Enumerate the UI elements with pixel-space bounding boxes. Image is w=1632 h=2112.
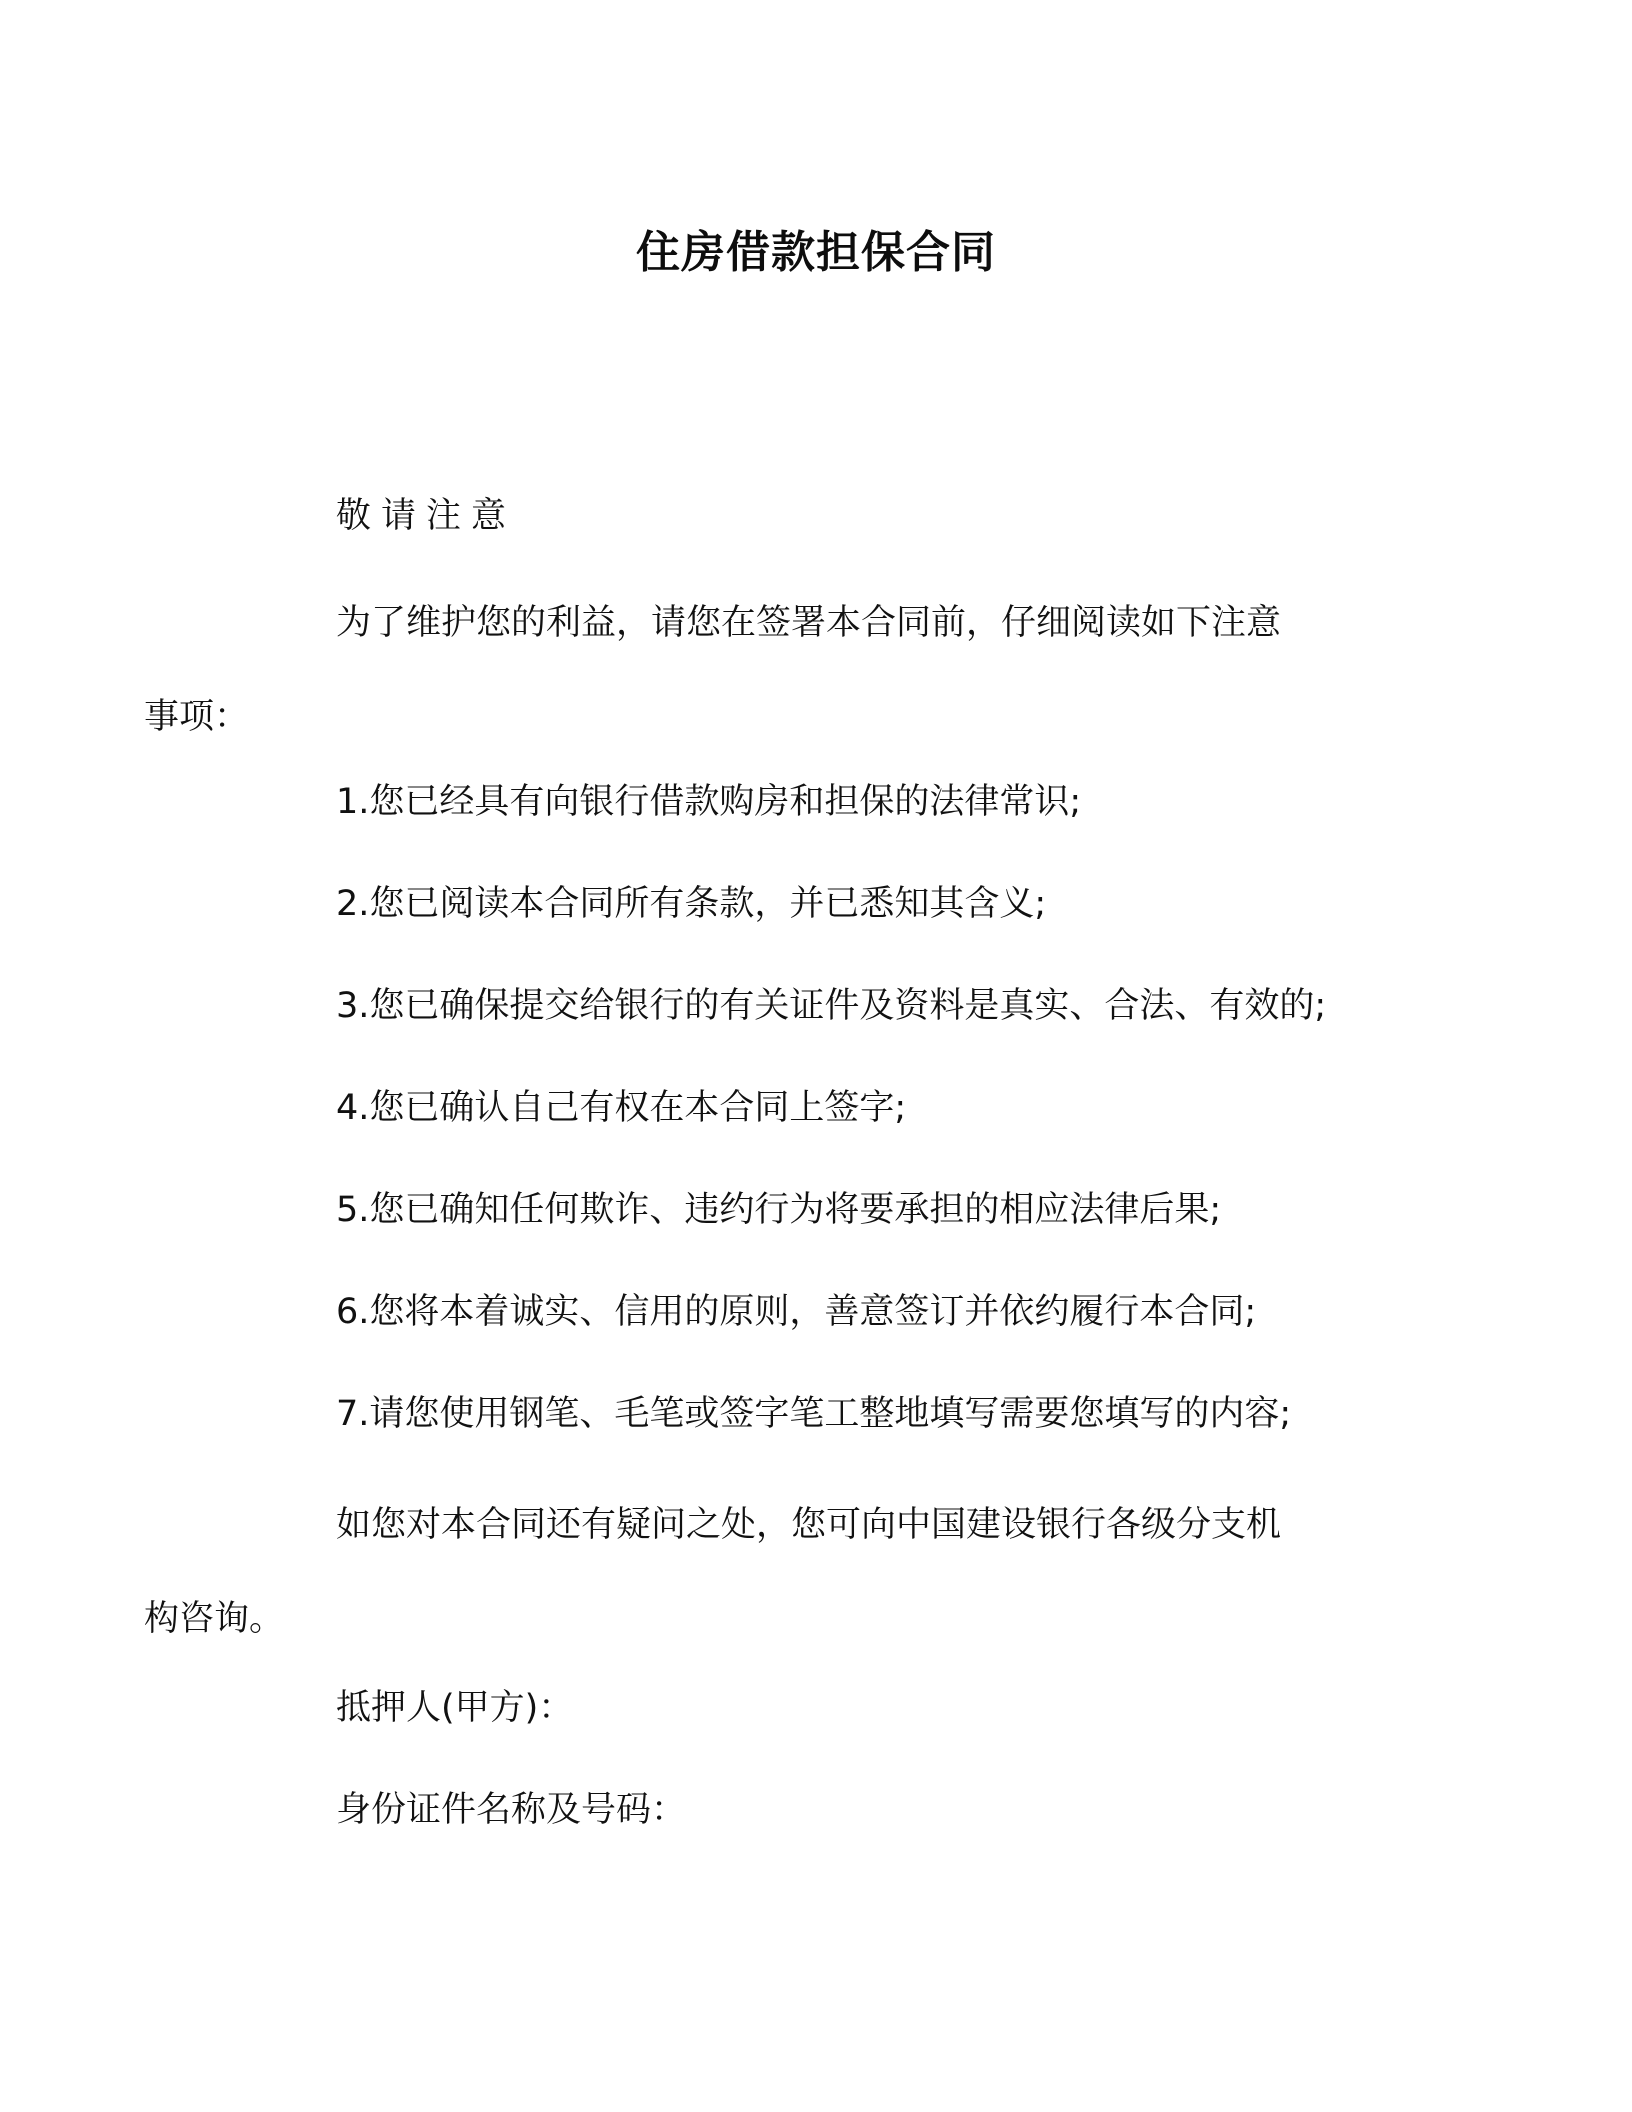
id-document-label: 身份证件名称及号码： [336,1790,687,1830]
notice-item-7: 7.请您使用钢笔、毛笔或签字笔工整地填写需要您填写的内容; [336,1394,1292,1434]
document-title: 住房借款担保合同 [636,227,996,278]
notice-heading: 敬请注意 [336,496,517,536]
notice-item-3: 3.您已确保提交给银行的有关证件及资料是真实、合法、有效的; [336,986,1327,1026]
intro-paragraph: 为了维护您的利益，请您在签署本合同前，仔细阅读如下注意事项： [144,603,1282,737]
consult-paragraph: 如您对本合同还有疑问之处，您可向中国建设银行各级分支机构咨询。 [144,1505,1282,1639]
notice-item-1: 1.您已经具有向银行借款购房和担保的法律常识; [336,782,1082,822]
mortgagor-label: 抵押人(甲方)： [336,1688,574,1728]
notice-item-5: 5.您已确知任何欺诈、违约行为将要承担的相应法律后果; [336,1190,1222,1230]
notice-item-4: 4.您已确认自己有权在本合同上签字; [336,1088,907,1128]
notice-item-6: 6.您将本着诚实、信用的原则，善意签订并依约履行本合同; [336,1292,1257,1332]
notice-item-2: 2.您已阅读本合同所有条款，并已悉知其含义; [336,884,1047,924]
